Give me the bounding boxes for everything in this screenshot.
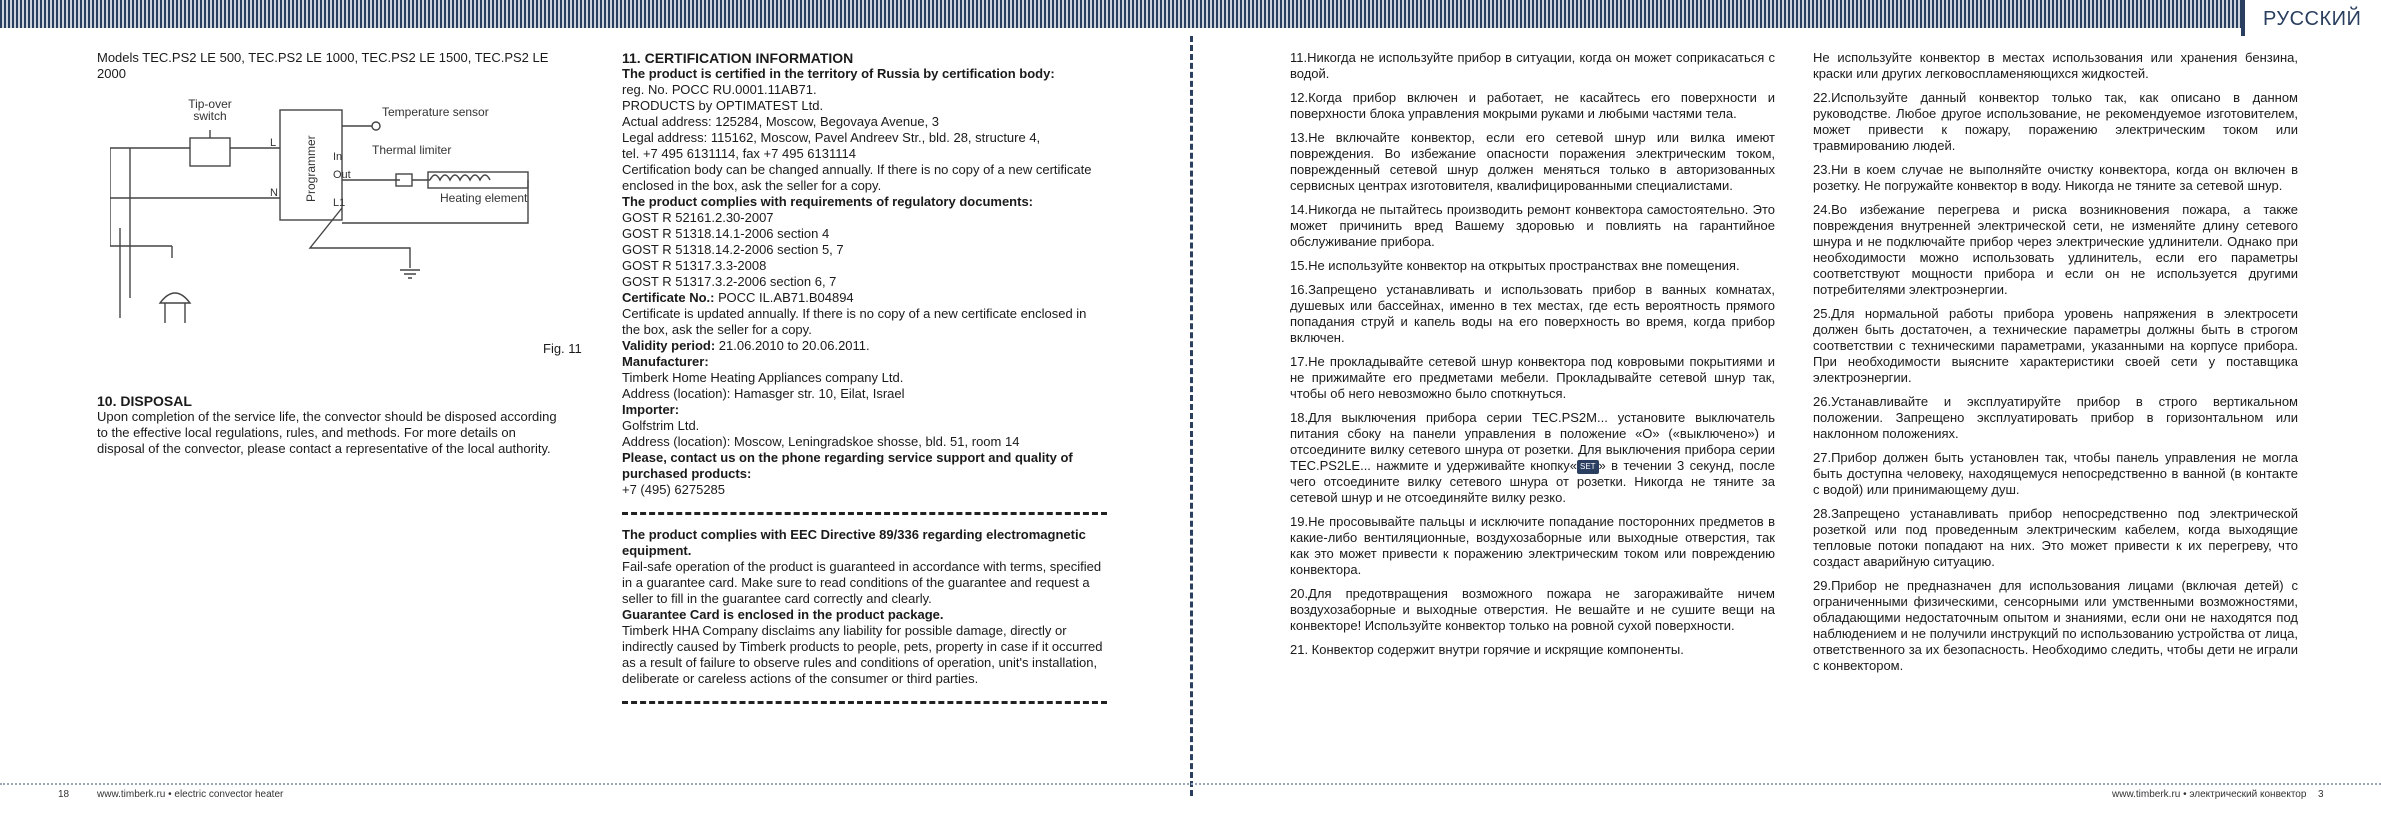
cert-line: tel. +7 495 6131114, fax +7 495 6131114: [622, 146, 856, 161]
left-footer-text: www.timberk.ru • electric convector heater: [97, 789, 284, 800]
cert-line: PRODUCTS by OPTIMATEST Ltd.: [622, 98, 824, 113]
cert-no-label: Certificate No.:: [622, 290, 715, 305]
manufacturer-line: Timberk Home Heating Appliances company Ltd.: [622, 370, 904, 385]
wiring-diagram: [110, 98, 580, 338]
rule-item: 22.Используйте данный конвектор только так, как описано в данном руководстве. Любое другое использование, не рекомендуемое изготовителем, может привести к пожару, поражению электрическим током или травмированию людей.: [1813, 90, 2298, 153]
dashed-separator: [622, 701, 1107, 704]
rule-item: 19.Не просовывайте пальцы и исключите попадание посторонних предметов в какие-либо вентиляционные, воздухозаборные или выходные отверстия, так как это может привести к поражению электрическим током или повреждению конвектора.: [1290, 514, 1775, 577]
dashed-separator: [622, 512, 1107, 515]
language-label: РУССКИЙ: [2263, 8, 2362, 30]
guarantee-label: Guarantee Card is enclosed in the product package.: [622, 607, 944, 622]
temp-sensor-label: Temperature sensor: [382, 105, 489, 119]
cert-heading: 11. CERTIFICATION INFORMATION: [622, 50, 854, 66]
cert-line: Actual address: 125284, Moscow, Begovaya Avenue, 3: [622, 114, 940, 129]
right-footer-text: www.timberk.ru • электрический конвектор: [2112, 789, 2307, 800]
cert-no-value: РОСС IL.АВ71.В04894: [714, 290, 854, 305]
rule-item: 26.Устанавливайте и эксплуатируйте прибор в строго вертикальном положении. Запрещено эксплуатировать прибор в горизонтальном или наклонном положениях.: [1813, 394, 2298, 441]
rule-item: 16.Запрещено устанавливать и использовать прибор в ванных комнатах, душевых или бассейнах, именно в тех местах, где есть вероятность прямого попадания струй и капель воды на его поверхность во время, когда прибор включен.: [1290, 282, 1775, 345]
contact-phone: +7 (495) 6275285: [622, 482, 726, 497]
rule-item: 24.Во избежание перегрева и риска возникновения пожара, а также повреждения внутренней электрической сети, не изменяйте длину сетевого шнура и не подключайте прибор через электрические удлинители. Однако при необходимости можно использовать удлинитель, если его параметры соответствуют мощности прибора и если он не используется другими потребителями электроэнергии.: [1813, 202, 2298, 297]
rule-item: 28.Запрещено устанавливать прибор непосредственно под электрической розеткой или под проведенным электрическим кабелем, когда выходящие тепловые потоки попадают на них. Это может привести к их перегреву, что создаст аварийную ситуацию.: [1813, 506, 2298, 569]
in-label: In: [333, 151, 343, 163]
tip-over-label: Tip-over: [188, 98, 232, 111]
left-page-number: 18: [58, 789, 70, 800]
rule-item: Не используйте конвектор в местах использования или хранения бензина, краски или других легковоспламеняющихся жидкостей.: [1813, 50, 2298, 81]
importer-line: Golfstrim Ltd.: [622, 418, 700, 433]
rule-item: 25.Для нормальной работы прибора уровень напряжения в электросети должен быть достаточен, а технические параметры должны быть в строгом соответствии с техническими параметрами, указанными на корпусе прибора. При необходимости выясните характеристики своей сети у поставщика электроэнергии.: [1813, 306, 2298, 385]
regulatory-label: The product complies with requirements of regulatory documents:: [622, 194, 1033, 209]
right-column-2: [1813, 50, 2298, 682]
validity-value: 21.06.2010 to 20.06.2011.: [715, 338, 870, 353]
cert-line: Legal address: 115162, Moscow, Pavel Andreev Str., bld. 28, structure 4,: [622, 130, 1041, 145]
cert-updated: Certificate is updated annually. If there is no copy of a new certificate enclosed in the box, ask the seller for a copy.: [622, 306, 1087, 337]
cert-line: Certification body can be changed annually. If there is no copy of a new certificate enclosed in the box, ask the seller for a copy.: [622, 162, 1092, 193]
rule-item: 11.Никогда не используйте прибор в ситуации, когда он может соприкасаться с водой.: [1290, 50, 1775, 81]
heating-element-label: Heating element: [440, 191, 528, 205]
importer-line: Address (location): Moscow, Leningradskoe shosse, bld. 51, room 14: [622, 434, 1020, 449]
cert-body-label: The product is certified in the territory of Russia by certification body:: [622, 66, 1055, 81]
contact-label: Please, contact us on the phone regarding service support and quality of purchased products:: [622, 450, 1073, 481]
disposal-text: Upon completion of the service life, the convector should be disposed according to the effective local regulations, rules, and methods. For more details on disposal of the convector, please contact a representative of the local authority.: [97, 409, 557, 456]
eec-label: The product complies with EEC Directive 89/336 regarding electromagnetic equipment.: [622, 527, 1086, 558]
right-column-1: [1290, 50, 1775, 666]
right-page-number: 3: [2318, 789, 2324, 800]
n-label: N: [270, 187, 278, 199]
thermal-limiter-label: Thermal limiter: [372, 143, 452, 157]
manufacturer-line: Address (location): Hamasger str. 10, Eilat, Israel: [622, 386, 905, 401]
rule-item: 17.Не прокладывайте сетевой шнур конвектора под ковровыми покрытиями и не прижимайте его предметами мебели. Прокладывайте сетевой шнур так, чтобы об него невозможно было споткнуться.: [1290, 354, 1775, 401]
rule-item: 27.Прибор должен быть установлен так, чтобы панель управления не могла быть доступна человеку, находящемуся непосредственно в ванной (в контакте с водой) или принимающему душ.: [1813, 450, 2298, 497]
guarantee-text: Timberk HHA Company disclaims any liability for possible damage, directly or indirectly caused by Timberk products to people, pets, property in case if it occurred as a result of failure to observe rules and conditions of operation, unit's installation, deliberate or careless actions of the consumer or third parties.: [622, 623, 1103, 686]
footer-dotted-line: [0, 783, 2381, 785]
cert-line: reg. No. РОСС RU.0001.11АВ71.: [622, 82, 817, 97]
figure-caption: Fig. 11: [543, 341, 582, 356]
importer-label: Importer:: [622, 402, 680, 417]
cert-number: [622, 290, 1107, 306]
rule-item: 15.Не используйте конвектор на открытых пространствах вне помещения.: [1290, 258, 1740, 273]
rule-item: 12.Когда прибор включен и работает, не касайтесь его поверхности и поверхности блока управления мокрыми руками и любыми частями тела.: [1290, 90, 1775, 121]
header-stripe-bar: [0, 0, 2381, 28]
gost-line: GOST R 51317.3.3-2008: [622, 258, 767, 273]
language-tab: [2241, 0, 2381, 36]
gost-line: GOST R 51318.14.2-2006 section 5, 7: [622, 242, 844, 257]
rule-item-18: [1290, 410, 1775, 506]
validity-label: Validity period:: [622, 338, 716, 353]
page-divider: [1190, 36, 1193, 796]
gost-line: GOST R 51317.3.2-2006 section 6, 7: [622, 274, 837, 289]
out-label: Out: [333, 169, 351, 181]
gost-line: GOST R 52161.2.30-2007: [622, 210, 774, 225]
gost-line: GOST R 51318.14.1-2006 section 4: [622, 226, 830, 241]
set-button-icon: SET: [1577, 460, 1599, 474]
l-label: L: [270, 137, 277, 149]
rule-18-part-a: 18.Для выключения прибора серии TEC.PS2M... установите выключатель питания сбоку на панели управления в положение «O» («выключено») и отсоедините вилку сетевого шнура от розетки. Для выключения прибора серии TEC.PS2LE... нажмите и удерживайте кнопку«: [1290, 410, 1775, 473]
rule-18-part-b: » в течении 3 секунд, после чего отсоедините вилку сетевого шнура от розетки. Никогда не тяните за сетевой шнур и не отсоединяйте вилку резко.: [1290, 458, 1775, 505]
rule-item: 23.Ни в коем случае не выполняйте очистку конвектора, когда он включен в розетку. Не погружайте конвектор в воду. Никогда не тяните за сетевой шнур.: [1813, 162, 2298, 193]
rule-item: 20.Для предотвращения возможного пожара не загораживайте ничем воздухозаборные и выходные отверстия. Не вешайте и не сушите вещи на конвекторе! Используйте конвектор только на ровной сухой поверхности.: [1290, 586, 1775, 633]
l1-label: L1: [333, 197, 346, 209]
left-column-1: [97, 50, 567, 82]
switch-label: switch: [193, 109, 227, 123]
disposal-section: [97, 393, 567, 457]
eec-text: Fail-safe operation of the product is guaranteed in accordance with terms, specified in a guarantee card. Make sure to read conditions of the guarantee and request a seller to fill in the guarantee card correctly and clearly.: [622, 559, 1102, 606]
rule-item: 13.Не включайте конвектор, если его сетевой шнур или вилка имеют повреждения. Во избежание опасности поражения электрическим током, поврежденный сетевой шнур должен меняться только в авторизованных сервисных центрах изготовителя, квалифицированными специалистами.: [1290, 130, 1775, 193]
manufacturer-label: Manufacturer:: [622, 354, 709, 369]
certification-section: [622, 50, 1107, 716]
rule-item: 21. Конвектор содержит внутри горячие и искрящие компоненты.: [1290, 642, 1684, 657]
validity: [622, 338, 1107, 354]
rule-item: 29.Прибор не предназначен для использования лицами (включая детей) с ограниченными физическими, сенсорными или умственными возможностями, обладающими недостаточным опытом и знаниями, если они не находятся под наблюдением и не получили инструкций по использованию устройства от лица, ответственного за их безопасность. Необходимо следить, чтобы дети не играли с конвектором.: [1813, 578, 2298, 673]
disposal-heading: 10. DISPOSAL: [97, 393, 192, 409]
programmer-label: Programmer: [304, 135, 318, 202]
rule-item: 14.Никогда не пытайтесь производить ремонт конвектора самостоятельно. Это может причинить вред Вашему здоровью и повлиять на гарантийное обслуживание прибора.: [1290, 202, 1775, 249]
models-text: Models TEC.PS2 LE 500, TEC.PS2 LE 1000, TEC.PS2 LE 1500, TEC.PS2 LE 2000: [97, 50, 549, 81]
